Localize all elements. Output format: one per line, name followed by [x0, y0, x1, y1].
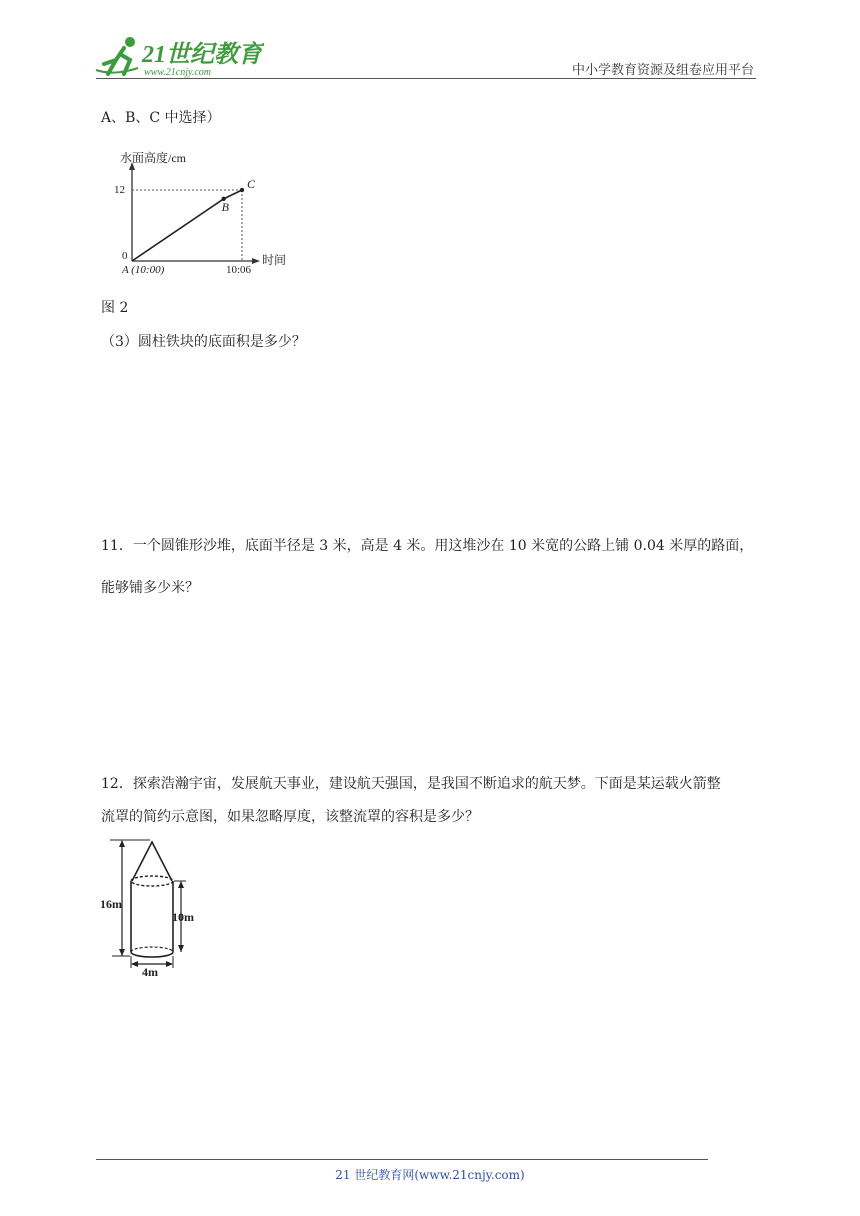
cylinder-bottom-front [131, 952, 173, 957]
site-logo [94, 30, 264, 80]
data-point-C [240, 188, 244, 192]
point-label-C: C [247, 177, 256, 191]
header-site-name: 中小学教育资源及组卷应用平台 [571, 63, 754, 78]
cylinder-top-ellipse [131, 876, 173, 886]
question-11-line-2: 能够铺多少米？ [101, 580, 199, 596]
question-10-part-3: （3）圆柱铁块的底面积是多少？ [101, 334, 306, 350]
x-tick-start: A (10:00) [122, 264, 165, 276]
x-tick-end: 10:06 [226, 264, 252, 276]
figure2-caption: 图 2 [101, 300, 129, 316]
question-12-line-2: 流罩的简约示意图，如果忽略厚度，该整流罩的容积是多少？ [101, 809, 479, 825]
logo-sub-text: www.21cnjy.com [144, 67, 212, 78]
total-height-label: 16m [100, 897, 122, 911]
rocket-fairing-diagram [100, 836, 210, 981]
x-axis-title: 时间 [262, 253, 287, 267]
header-divider [96, 78, 756, 79]
y-tick-0: 0 [122, 250, 128, 262]
diameter-label: 4m [142, 965, 158, 979]
question-11-line-1: 11．一个圆锥形沙堆，底面半径是 3 米，高是 4 米。用这堆沙在 10 米宽的公路上铺 0.04 米厚的路面， [101, 538, 754, 554]
choice-line-tail: A、B、C 中选择） [101, 110, 221, 126]
cylinder-height-label: 10m [172, 910, 194, 924]
runner-logo-icon [96, 37, 138, 74]
question-12-line-1: 12．探索浩瀚宇宙，发展航天事业，建设航天强国，是我国不断追求的航天梦。下面是某运载火箭整 [101, 776, 721, 792]
x-axis-arrow [252, 258, 260, 264]
y-tick-12: 12 [114, 184, 125, 196]
footer-site-link[interactable]: 21 世纪教育网(www.21cnjy.com) [335, 1168, 525, 1182]
footer-divider [96, 1159, 708, 1160]
y-axis-title: 水面高度/cm [120, 151, 186, 165]
fairing-cone [132, 842, 172, 881]
cylinder-bottom-back [131, 947, 173, 952]
point-label-B: B [221, 199, 230, 214]
logo-main-text: 21世纪教育 [142, 42, 262, 68]
water-height-chart [112, 146, 302, 276]
